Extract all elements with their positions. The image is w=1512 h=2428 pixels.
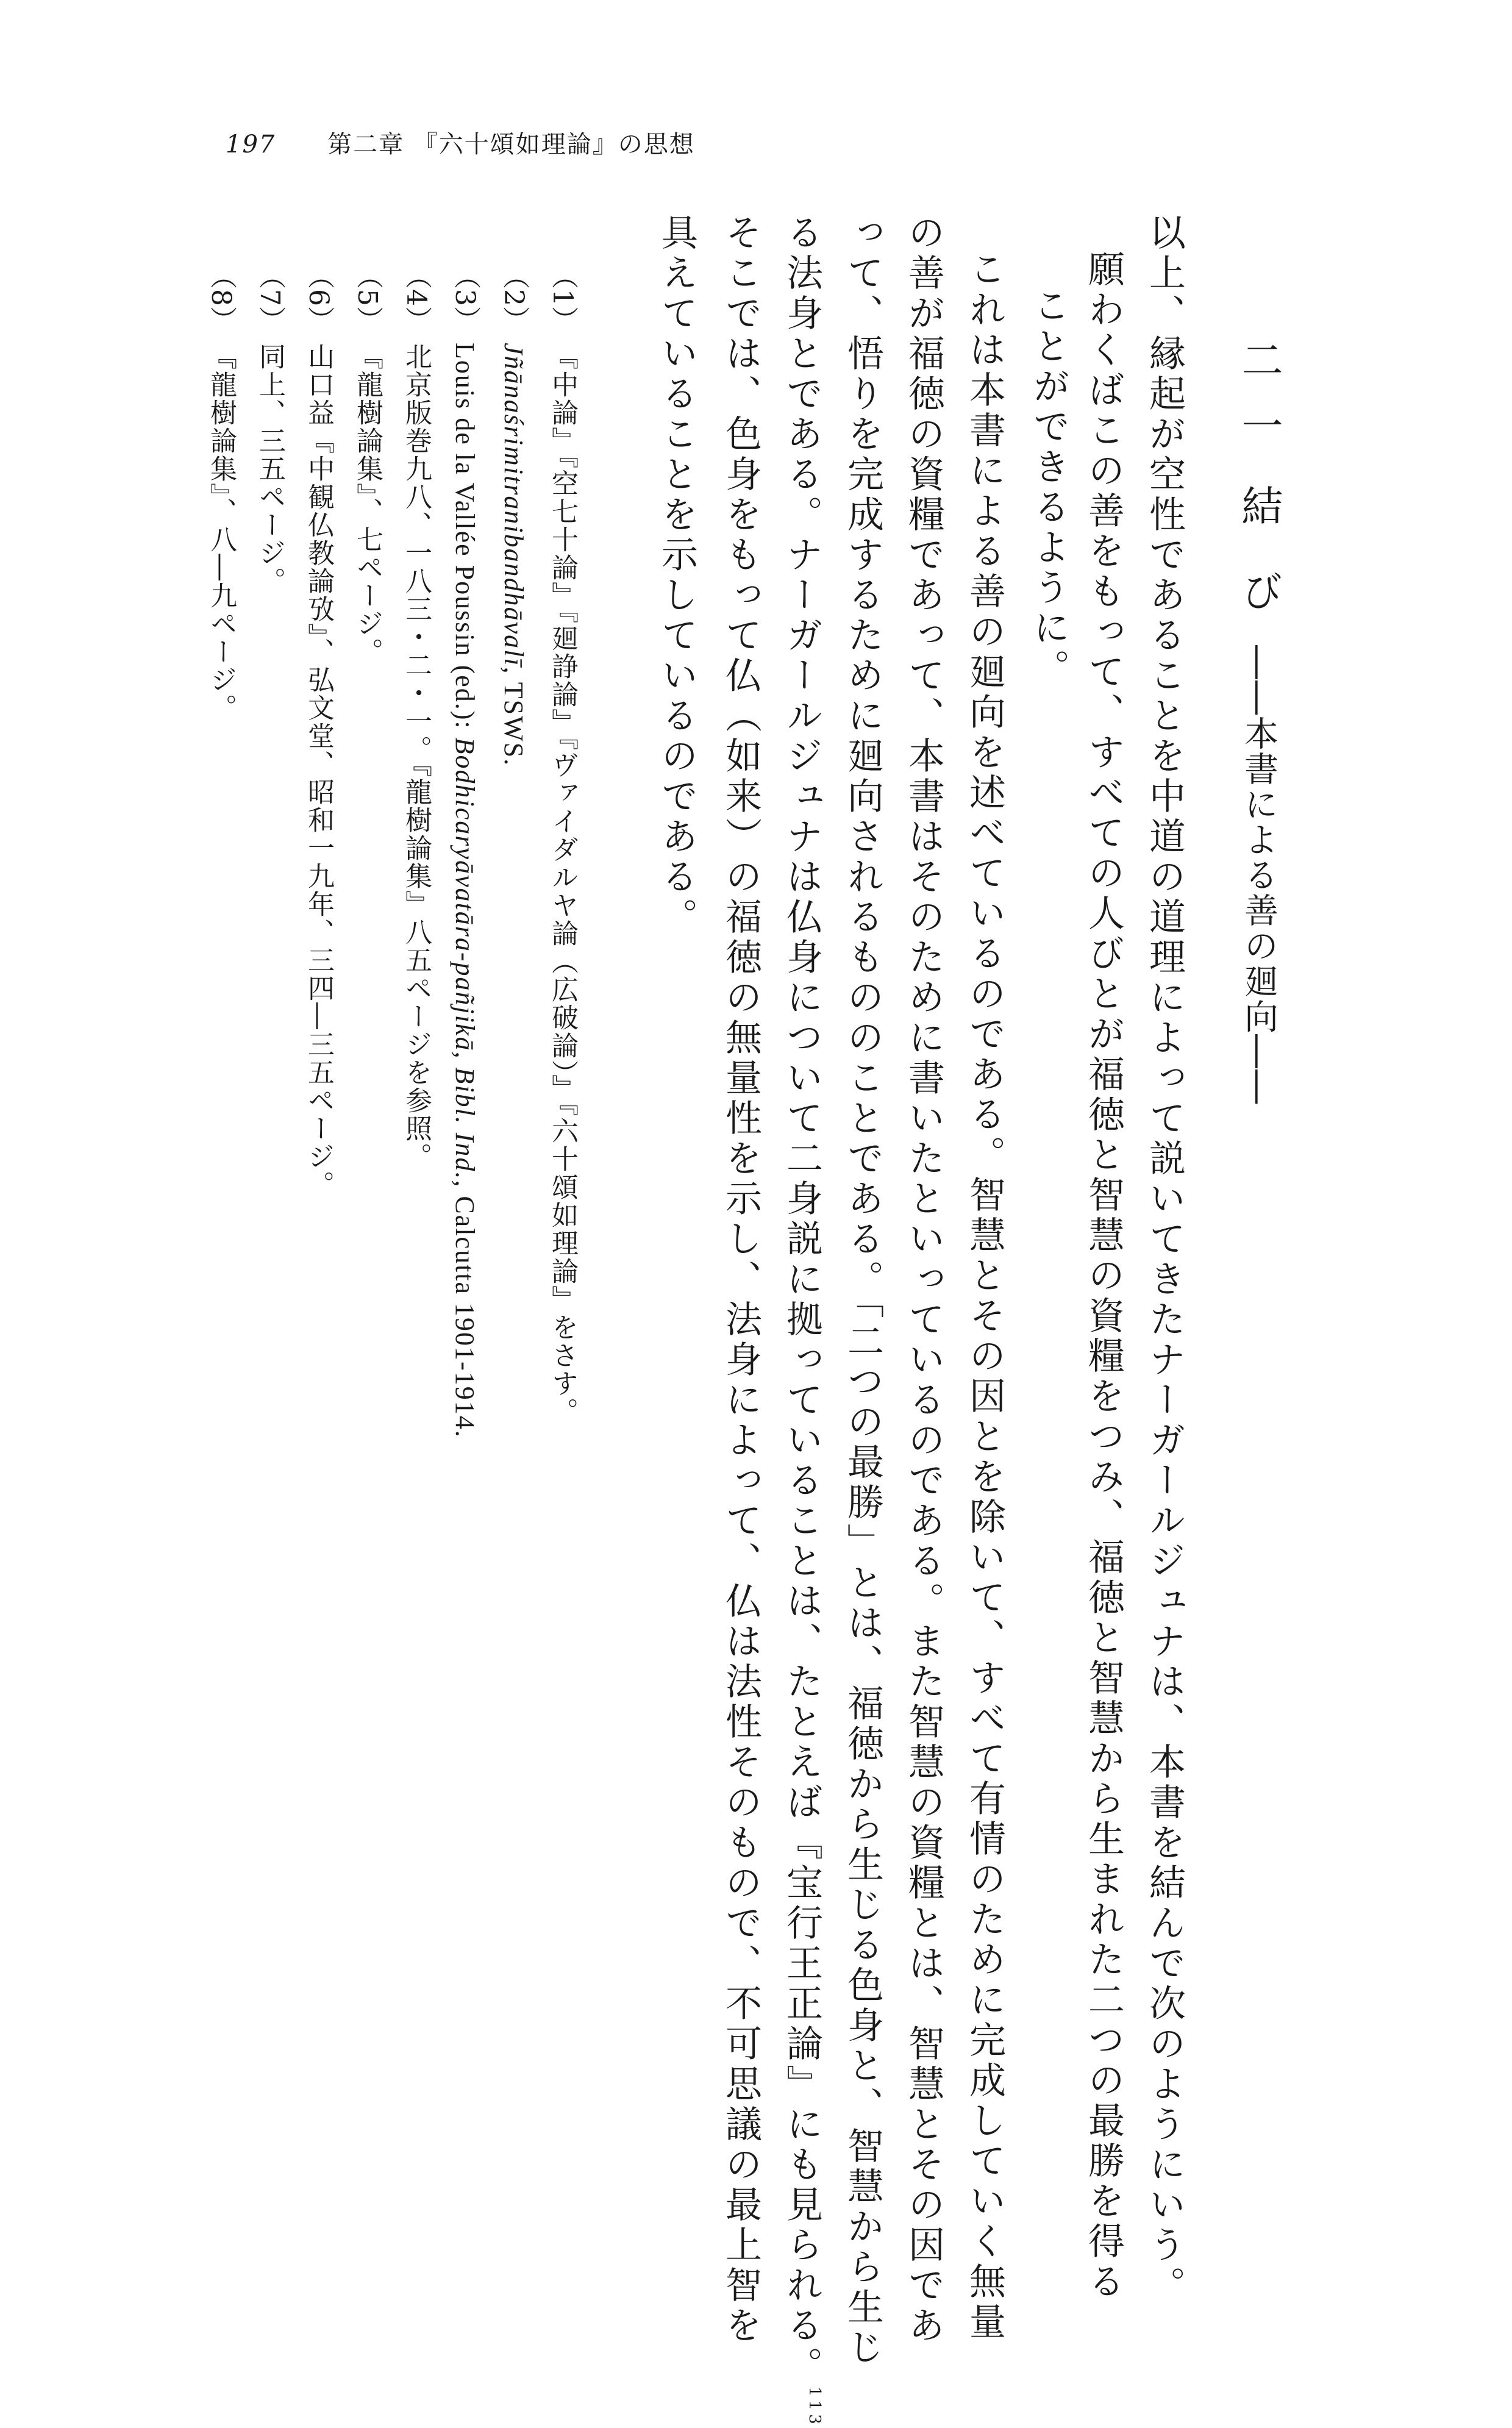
note-number: （7）	[254, 262, 285, 333]
section-heading: 結 び	[1235, 484, 1283, 613]
running-header	[226, 125, 695, 160]
body-line-1: 以上、縁起が空性であることを中道の道理によって説いてきたナーガールジュナは、本書を結んで次のようにいう。	[1143, 213, 1186, 2306]
chapter-title: 第二章 『六十頌如理論』の思想	[327, 130, 695, 159]
note-text: 北京版巻九八、一八三・二・一。『龍樹論集』八五ページを参照。	[401, 343, 432, 1171]
body-line-6: って、悟りを完成するために廻向されるもののことである。「二つの最勝」とは、福徳から生じる色身と、智慧から生じ	[841, 213, 884, 2368]
note-5	[352, 262, 383, 666]
note-number: （8）	[205, 262, 237, 333]
note-2	[500, 262, 527, 766]
body-line-7-text: る法身とである。ナーガールジュナは仏身について二身説に拠っていることは、たとえば『宝行王正論』にも見られる。	[780, 213, 823, 2387]
note-number: （1）	[547, 262, 578, 333]
note-number: （4）	[401, 262, 432, 333]
note-text: 『中論』『空七十論』『廻諍論』『ヴァイダルヤ論（広破論）』『六十頌如理論』をさす。	[547, 343, 578, 1426]
note-3	[451, 262, 478, 1438]
note-title-italic: Bodhicaryāvatāra-pañjikā, Bibl. Ind.,	[450, 737, 480, 1188]
note-roman-post: Calcutta 1901-1914.	[450, 1188, 480, 1438]
page-number: 197	[226, 130, 276, 159]
section-number: 二一	[1235, 338, 1283, 470]
body-line-7	[780, 213, 824, 2428]
note-7	[256, 262, 283, 595]
note-1	[549, 262, 576, 1426]
body-line-3: ことができるように。	[1027, 287, 1070, 689]
note-roman-post: TSWS.	[499, 674, 529, 767]
note-number: （6）	[303, 262, 334, 333]
note-text: 山口益『中観仏教論攷』、弘文堂、昭和一九年、三四―三五ページ。	[303, 343, 334, 1199]
note-6	[305, 262, 332, 1199]
section-subtitle: ――本書による善の廻向――	[1239, 645, 1278, 1105]
note-number: （3）	[449, 262, 480, 333]
note-4	[401, 262, 432, 1171]
note-roman-pre: Louis de la Vallée Poussin (ed.):	[450, 343, 480, 738]
body-line-9: 具えていることを示しているのである。	[655, 213, 698, 938]
note-text: 『龍樹論集』、七ページ。	[352, 343, 383, 666]
note-title-italic: Jñānaśrimitranibandhāvalī,	[499, 343, 529, 675]
note-number: （2）	[498, 262, 529, 333]
body-line-8: そこでは、色身をもって仏（如来）の福徳の無量性を示し、法身によって、仏は法性そのもので、不可思議の最上智を	[719, 213, 762, 2346]
body-line-5: の善が福徳の資糧であって、本書はそのために書いたといっているのである。また智慧の資糧とは、智慧とその因であ	[902, 213, 945, 2346]
note-text: 同上、三五ページ。	[254, 343, 285, 595]
note-8	[205, 262, 237, 722]
footnote-ref: 113	[805, 2387, 824, 2428]
note-number: （5）	[352, 262, 383, 333]
note-text: 『龍樹論集』、八―九ページ。	[205, 343, 237, 722]
body-line-4: これは本書による善の廻向を述べているのである。智慧とその因とを除いて、すべて有情のために完成していく無量	[963, 250, 1006, 2343]
section-title	[1235, 338, 1283, 1105]
body-line-2: 願わくばこの善をもって、すべての人びとが福徳と智慧の資糧をつみ、福徳と智慧から生まれた二つの最勝を得る	[1082, 250, 1125, 2302]
